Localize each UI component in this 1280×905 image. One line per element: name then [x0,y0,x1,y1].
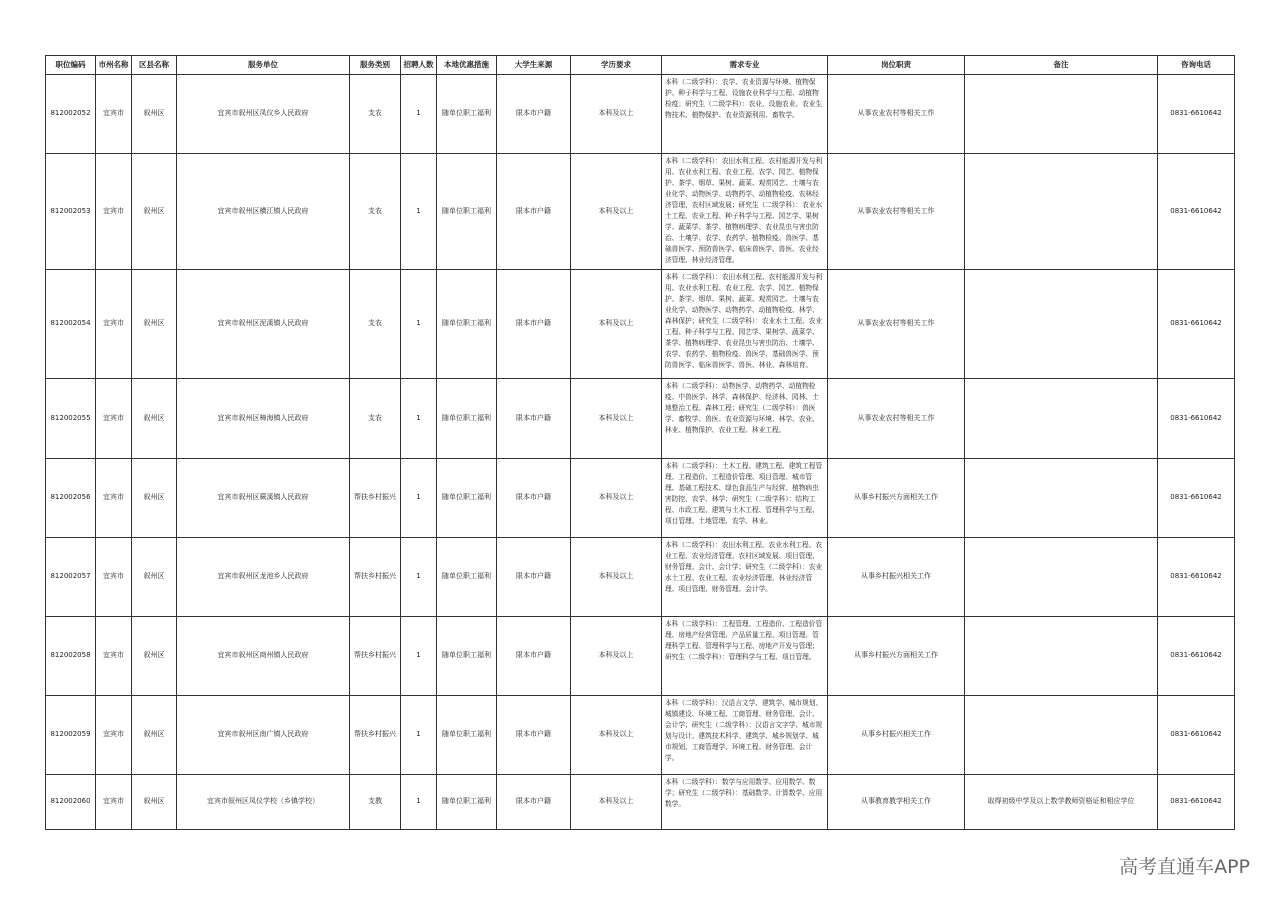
count-cell: 1 [401,538,437,617]
unit-cell: 宜宾市叙州区凤仪学校（乡镇学校） [177,775,350,830]
header-cell: 大学生来源 [497,56,571,75]
header-cell: 招聘人数 [401,56,437,75]
watermark: 高考直通车APP [1119,856,1250,878]
count-cell: 1 [401,775,437,830]
major-cell: 本科（二级学科）：农学、农业资源与环境、植物保护、种子科学与工程、设施农业科学与工程、动植物检疫；研究生（二级学科）：农业、设施农业、农业生物技术、植物保护、农业资源利用、畜牧学。 [662,75,828,154]
major-cell: 本科（二级学科）：农田水利工程、农村能源开发与利用、农业水利工程、农业工程、农学、园艺、植物保护、茶学、烟草、果树、蔬菜、观赏园艺、土壤与农业化学、动物医学、动物药学、动植物检疫、林学、森林保护；研究生（二级学科）：农业水土工程、农业工程、种子科学与工程、园艺学、果树学、蔬菜学、茶学、植物病理学、农业昆虫与害虫防治、土壤学、农学、农药学、植物检疫、兽医学、基础兽医学、预防兽医学、临床兽医学、兽医、林业、森林培育。 [662,270,828,379]
note-cell [965,379,1158,459]
city-cell: 宜宾市 [96,75,132,154]
source-cell: 限本市户籍 [497,459,571,538]
header-cell: 服务类别 [350,56,401,75]
phone-cell: 0831-6610642 [1158,775,1235,830]
benefit-cell: 随单位职工福利 [437,775,497,830]
major-cell: 本科（二级学科）：工程管理、工程造价、工程造价管理、房地产经营管理、产品质量工程、项目管理、管理科学工程、管理科学与工程、房地产开发与管理；研究生（二级学科）：管理科学与工程、项目管理。 [662,617,828,696]
phone-cell: 0831-6610642 [1158,270,1235,379]
table-row [46,696,1235,775]
city-cell: 宜宾市 [96,696,132,775]
job-code-cell: 812002054 [46,270,96,379]
table-row [46,459,1235,538]
table-row [46,379,1235,459]
phone-cell: 0831-6610642 [1158,154,1235,270]
major-cell: 本科（二级学科）：汉语言文学、建筑学、城市规划、城镇建设、环境工程、工商管理、财务管理、会计、会计学；研究生（二级学科）：汉语言文字学、城市规划与设计、建筑技术科学、建筑学、城乡规划学、城市规划、工商管理学、环境工程、财务管理、会计学。 [662,696,828,775]
note-cell [965,270,1158,379]
benefit-cell: 随单位职工福利 [437,379,497,459]
major-cell: 本科（二级学科）：动物医学、动物药学、动植物检疫、中兽医学、林学、森林保护、经济林、园林、土地整治工程、森林工程；研究生（二级学科）：兽医学、畜牧学、兽医、农业资源与环境、林学、农业、林业、植物保护、农业工程、林业工程。 [662,379,828,459]
phone-cell: 0831-6610642 [1158,538,1235,617]
job-table [45,55,1235,830]
phone-cell: 0831-6610642 [1158,696,1235,775]
unit-cell: 宜宾市叙州区商州镇人民政府 [177,617,350,696]
header-cell: 服务单位 [177,56,350,75]
district-cell: 叙州区 [132,696,177,775]
header-cell: 需求专业 [662,56,828,75]
job-code-cell: 812002053 [46,154,96,270]
district-cell: 叙州区 [132,270,177,379]
table-row [46,617,1235,696]
district-cell: 叙州区 [132,617,177,696]
duty-cell: 从事农业农村等相关工作 [828,75,965,154]
header-cell: 备注 [965,56,1158,75]
unit-cell: 宜宾市叙州区蕨溪镇人民政府 [177,459,350,538]
header-cell: 职位编码 [46,56,96,75]
unit-cell: 宜宾市叙州区横江镇人民政府 [177,154,350,270]
city-cell: 宜宾市 [96,154,132,270]
source-cell: 限本市户籍 [497,154,571,270]
header-cell: 学历要求 [571,56,662,75]
edu-cell: 本科及以上 [571,459,662,538]
note-cell [965,696,1158,775]
unit-cell: 宜宾市叙州区泥溪镇人民政府 [177,270,350,379]
duty-cell: 从事农业农村等相关工作 [828,154,965,270]
district-cell: 叙州区 [132,379,177,459]
district-cell: 叙州区 [132,154,177,270]
duty-cell: 从事教育教学相关工作 [828,775,965,830]
note-cell [965,459,1158,538]
category-cell: 支农 [350,379,401,459]
header-cell: 区县名称 [132,56,177,75]
job-code-cell: 812002055 [46,379,96,459]
city-cell: 宜宾市 [96,270,132,379]
note-cell: 取得初级中学及以上数学教师资格证和相应学位 [965,775,1158,830]
header-cell: 市州名称 [96,56,132,75]
city-cell: 宜宾市 [96,459,132,538]
category-cell: 支教 [350,775,401,830]
major-cell: 本科（二级学科）：土木工程、建筑工程、建筑工程管理、工程造价、工程造价管理、项目管理、城市管理、基础工程技术、绿色食品生产与经营、植物病虫害防控、农学、林学；研究生（二级学科）：结构工程、市政工程、建筑与土木工程、管理科学与工程、项目管理、土地管理、农学、林业。 [662,459,828,538]
job-code-cell: 812002058 [46,617,96,696]
note-cell [965,617,1158,696]
phone-cell: 0831-6610642 [1158,379,1235,459]
category-cell: 帮扶乡村振兴 [350,617,401,696]
header-cell: 咨询电话 [1158,56,1235,75]
edu-cell: 本科及以上 [571,617,662,696]
category-cell: 支农 [350,270,401,379]
unit-cell: 宜宾市叙州区龙池乡人民政府 [177,538,350,617]
count-cell: 1 [401,696,437,775]
job-code-cell: 812002057 [46,538,96,617]
edu-cell: 本科及以上 [571,154,662,270]
edu-cell: 本科及以上 [571,775,662,830]
benefit-cell: 随单位职工福利 [437,75,497,154]
edu-cell: 本科及以上 [571,696,662,775]
table-row [46,538,1235,617]
district-cell: 叙州区 [132,75,177,154]
category-cell: 帮扶乡村振兴 [350,459,401,538]
source-cell: 限本市户籍 [497,617,571,696]
count-cell: 1 [401,270,437,379]
category-cell: 支农 [350,154,401,270]
unit-cell: 宜宾市叙州区南广镇人民政府 [177,696,350,775]
note-cell [965,154,1158,270]
duty-cell: 从事农业农村等相关工作 [828,379,965,459]
benefit-cell: 随单位职工福利 [437,270,497,379]
header-cell: 岗位职责 [828,56,965,75]
benefit-cell: 随单位职工福利 [437,538,497,617]
phone-cell: 0831-6610642 [1158,75,1235,154]
edu-cell: 本科及以上 [571,538,662,617]
phone-cell: 0831-6610642 [1158,459,1235,538]
duty-cell: 从事乡村振兴方面相关工作 [828,617,965,696]
count-cell: 1 [401,154,437,270]
edu-cell: 本科及以上 [571,379,662,459]
duty-cell: 从事乡村振兴相关工作 [828,696,965,775]
unit-cell: 宜宾市叙州区凤仪乡人民政府 [177,75,350,154]
benefit-cell: 随单位职工福利 [437,459,497,538]
city-cell: 宜宾市 [96,538,132,617]
edu-cell: 本科及以上 [571,75,662,154]
count-cell: 1 [401,379,437,459]
source-cell: 限本市户籍 [497,270,571,379]
major-cell: 本科（二级学科）：农田水利工程、农村能源开发与利用、农业水利工程、农业工程、农学、园艺、植物保护、茶学、烟草、果树、蔬菜、观赏园艺、土壤与农业化学、动物医学、动物药学、动植物检疫、农林经济管理、农村区域发展；研究生（二级学科）：农业水土工程、农业工程、种子科学与工程、园艺学、果树学、蔬菜学、茶学、植物病理学、农业昆虫与害虫防治、土壤学、农学、农药学、植物检疫、兽医学、基础兽医学、预防兽医学、临床兽医学、兽医、农业经济管理、林业经济管理。 [662,154,828,270]
duty-cell: 从事乡村振兴方面相关工作 [828,459,965,538]
job-code-cell: 812002059 [46,696,96,775]
district-cell: 叙州区 [132,775,177,830]
job-code-cell: 812002056 [46,459,96,538]
category-cell: 帮扶乡村振兴 [350,696,401,775]
city-cell: 宜宾市 [96,617,132,696]
source-cell: 限本市户籍 [497,775,571,830]
note-cell [965,75,1158,154]
category-cell: 支农 [350,75,401,154]
count-cell: 1 [401,75,437,154]
city-cell: 宜宾市 [96,379,132,459]
major-cell: 本科（二级学科）：农田水利工程、农业水利工程、农业工程、农业经济管理、农村区域发展、项目管理、财务管理、会计、会计学；研究生（二级学科）：农业水土工程、农业工程、农业经济管理、林业经济管理、项目管理、财务管理、会计学。 [662,538,828,617]
category-cell: 帮扶乡村振兴 [350,538,401,617]
job-code-cell: 812002052 [46,75,96,154]
source-cell: 限本市户籍 [497,75,571,154]
table-body [46,75,1235,830]
duty-cell: 从事乡村振兴相关工作 [828,538,965,617]
source-cell: 限本市户籍 [497,696,571,775]
benefit-cell: 随单位职工福利 [437,617,497,696]
unit-cell: 宜宾市叙州区樟海镇人民政府 [177,379,350,459]
count-cell: 1 [401,459,437,538]
note-cell [965,538,1158,617]
source-cell: 限本市户籍 [497,379,571,459]
district-cell: 叙州区 [132,538,177,617]
benefit-cell: 随单位职工福利 [437,154,497,270]
count-cell: 1 [401,617,437,696]
city-cell: 宜宾市 [96,775,132,830]
phone-cell: 0831-6610642 [1158,617,1235,696]
header-cell: 本地优惠措施 [437,56,497,75]
header-row [46,56,1235,75]
edu-cell: 本科及以上 [571,270,662,379]
benefit-cell: 随单位职工福利 [437,696,497,775]
table-row [46,775,1235,830]
district-cell: 叙州区 [132,459,177,538]
duty-cell: 从事农业农村等相关工作 [828,270,965,379]
table-row [46,75,1235,154]
source-cell: 限本市户籍 [497,538,571,617]
major-cell: 本科（二级学科）：数学与应用数学、应用数学、数学；研究生（二级学科）：基础数学、计算数学、应用数学。 [662,775,828,830]
table-row [46,154,1235,270]
table-row [46,270,1235,379]
job-code-cell: 812002060 [46,775,96,830]
